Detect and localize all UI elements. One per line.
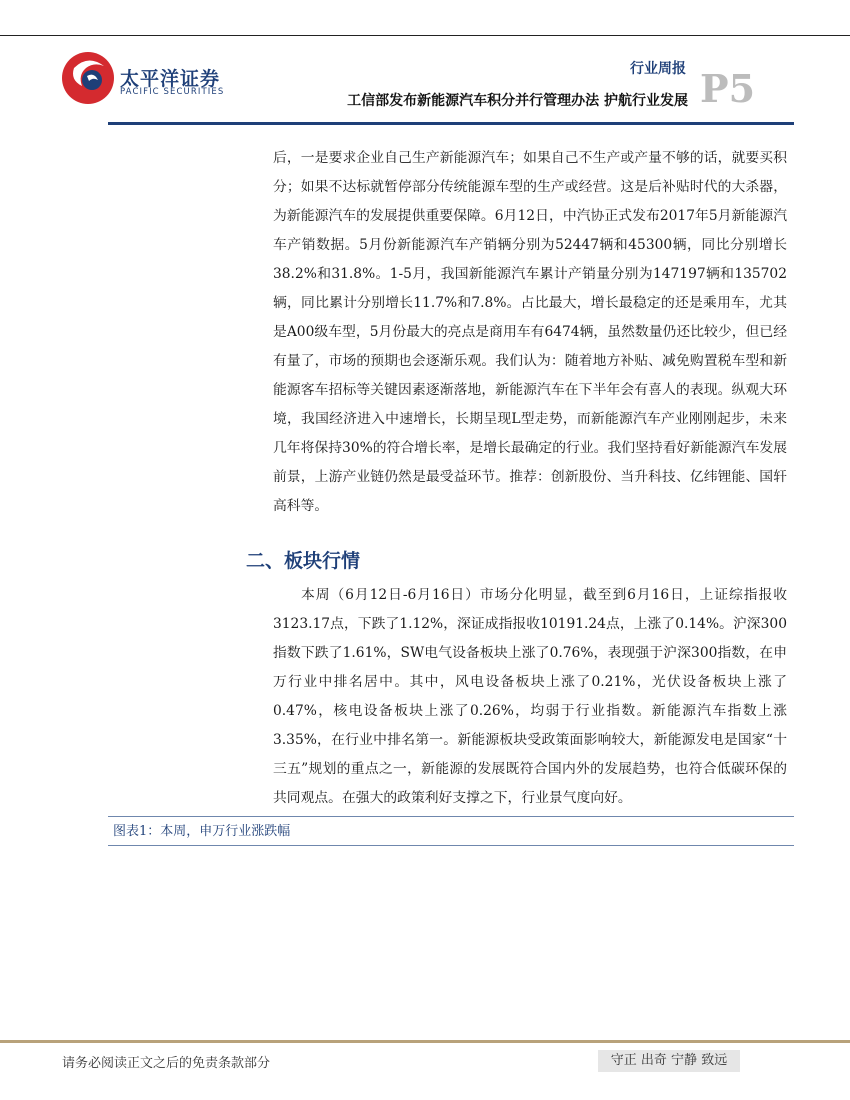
report-type: 行业周报: [630, 61, 686, 77]
page-number: P5: [700, 66, 756, 111]
figure-caption-top-rule: [108, 816, 794, 817]
company-name-cn: 太平洋证券: [120, 68, 221, 90]
body-paragraph-1: 后，一是要求企业自己生产新能源汽车；如果自己不生产或产量不够的话，就要买积分；如果不达标就暂停部分传统能源车型的生产或经营。这是后补贴时代的大杀器，为新能源汽车的发展提供重要保障。6月12日，中汽协正式发布2017年5月新能源汽车产销数据。5月份新能源汽车产销辆分别为52447辆和45300辆，同比分别增长38.2%和31.8%。1-5月，我国新能源汽车累计产销量分别为147197辆和135702辆，同比累计分别增长11.7%和7.8%。占比最大，增长最稳定的还是乘用车，尤其是A00级车型，5月份最大的亮点是商用车有6474辆，虽然数量仍还比较少，但已经有量了，市场的预期也会逐渐乐观。我们认为：随着地方补贴、减免购置税车型和新能源客车招标等关键因素逐渐落地，新能源汽车在下半年会有喜人的表现。纵观大环境，我国经济进入中速增长，长期呈现L型走势，而新能源汽车产业刚刚起步，未来几年将保持30%的符合增长率，是增长最确定的行业。我们坚持看好新能源汽车发展前景，上游产业链仍然是最受益环节。推荐：创新股份、当升科技、亿纬锂能、国轩高科等。: [273, 150, 787, 514]
top-border-line: [0, 35, 850, 36]
figure-caption-bottom-rule: [108, 845, 794, 846]
header-divider: [108, 122, 794, 125]
section-heading: 二、板块行情: [246, 550, 361, 572]
footer-disclaimer: 请务必阅读正文之后的免责条款部分: [62, 1056, 271, 1071]
company-name-en: PACIFIC SECURITIES: [120, 87, 225, 97]
footer-divider: [0, 1040, 850, 1043]
figure-caption: 图表1：本周，申万行业涨跌幅: [113, 824, 291, 839]
footer-motto: 守正 出奇 宁静 致远: [598, 1050, 740, 1072]
report-title: 工信部发布新能源汽车积分并行管理办法 护航行业发展: [347, 93, 688, 109]
body-paragraph-2: 本周（6月12日-6月16日）市场分化明显，截至到6月16日，上证综指报收3123.17点，下跌了1.12%，深证成指报收10191.24点，上涨了0.14%。沪深300指数下跌了1.61%，SW电气设备板块上涨了0.76%，表现强于沪深300指数，在申万行业中排名居中。其中，风电设备板块上涨了0.21%，光伏设备板块上涨了0.47%，核电设备板块上涨了0.26%，均弱于行业指数。新能源汽车指数上涨3.35%，在行业中排名第一。新能源板块受政策面影响较大，新能源发电是国家“十三五”规划的重点之一，新能源的发展既符合国内外的发展趋势，也符合低碳环保的共同观点。在强大的政策利好支撑之下，行业景气度向好。: [273, 587, 787, 806]
